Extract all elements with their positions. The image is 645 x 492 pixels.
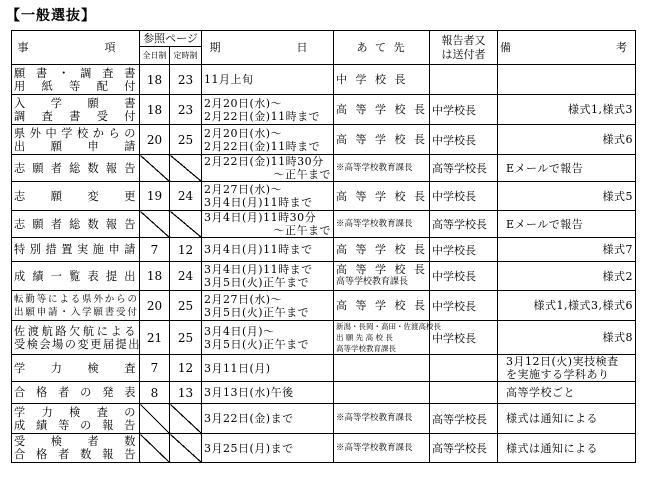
period-text: 2月27日(水)～ (204, 183, 283, 196)
dest-text: ※高等学校教育課長 (336, 442, 413, 453)
dest-cell (334, 321, 441, 355)
item-text: 学力検査 (14, 361, 137, 375)
dest-text: 高 等 学 校 長 (336, 299, 428, 312)
dest-text: 中 学 校 長 (336, 73, 408, 86)
item-text: 成績一覧表提出 (14, 269, 137, 283)
period-text: 3月5日(火)正午まで (204, 337, 310, 351)
item-text: 願書・調査書 (14, 66, 137, 80)
table-row (12, 262, 636, 291)
item-text: 出願申請 (14, 139, 137, 153)
notes-text: 様式1,様式3,様式6 (533, 299, 633, 312)
dest-cell (334, 182, 430, 211)
notes-text: 様式8 (602, 331, 633, 344)
header-reporter-line2: は送付者 (441, 47, 486, 61)
period-text: 3月5日(火)正午まで (204, 276, 310, 289)
ref-part-cell: 23 (170, 65, 202, 95)
reporter-cell: 中学校長 (430, 238, 498, 262)
ref-full-cell (140, 155, 170, 182)
item-cell (12, 182, 140, 211)
item-cell (12, 434, 140, 463)
reporter-cell: 高等学校長 (430, 211, 498, 238)
period-text: 2月22日(金)11時30分 (204, 155, 324, 168)
item-cell (12, 404, 140, 434)
period-text: 3月4日(月)11時まで (204, 243, 313, 256)
period-text: 3月4日(月)～ (204, 324, 275, 338)
ref-part-cell: 12 (170, 238, 202, 262)
period-text: 2月20日(水)～ (204, 126, 283, 140)
item-cell (12, 262, 140, 291)
reporter-cell: 中学校長 (430, 95, 498, 125)
item-text: 佐渡航路欠航による (14, 324, 137, 338)
item-cell (12, 321, 140, 355)
ref-part-cell (170, 434, 202, 463)
period-text: ～正午まで (273, 168, 331, 181)
item-text: 成績等の報告 (14, 418, 137, 432)
table-row (12, 95, 636, 125)
period-cell (202, 65, 334, 95)
period-cell (202, 182, 334, 211)
reporter-cell: 中学校長 (430, 125, 498, 155)
item-text: 志願者総数報告 (14, 161, 137, 175)
item-cell (12, 355, 140, 382)
table-row (12, 434, 636, 463)
schedule-table (11, 30, 645, 463)
item-cell (12, 125, 140, 155)
header-ref-part: 定時制 (170, 47, 202, 65)
ref-part-cell: 25 (170, 321, 202, 355)
period-cell (202, 382, 334, 404)
notes-cell (498, 65, 636, 95)
dest-text: 出 願 先 高 校 長 (336, 333, 393, 342)
ref-full-cell: 19 (140, 182, 170, 211)
period-text: 2月22日(金)11時まで (204, 139, 321, 153)
dest-text: 高 等 学 校 長 (336, 189, 428, 203)
ref-full-cell (140, 404, 170, 434)
ref-full-cell: 21 (140, 321, 170, 355)
schedule-body (12, 65, 636, 463)
ref-full-cell: 7 (140, 238, 170, 262)
reporter-cell: 中学校長 (430, 321, 498, 355)
header-ref-full: 全日制 (140, 47, 170, 65)
ref-full-cell (140, 434, 170, 463)
item-text: 出願申請・入学願書受付 (14, 306, 137, 318)
item-text: 志願者総数報告 (14, 217, 137, 231)
header-notes: 備 考 (498, 31, 636, 65)
period-cell (202, 355, 334, 382)
period-text: 2月22日(金)11時まで (204, 109, 321, 123)
dest-text: ※高等学校教育課長 (336, 413, 413, 423)
dest-cell (334, 238, 430, 262)
reporter-cell (430, 65, 498, 95)
dest-text: 高等学校教育課長 (336, 344, 396, 353)
period-cell (202, 291, 334, 321)
notes-cell (498, 182, 636, 211)
item-text: 合格者の発表 (14, 386, 137, 399)
period-text: 2月27日(水)～ (204, 292, 283, 306)
section-title: 【一般選抜】 (6, 8, 96, 24)
dest-cell (334, 262, 430, 291)
reporter-cell (430, 355, 498, 382)
item-text: 入学願書 (14, 96, 137, 110)
item-text: 合格者数報告 (14, 448, 137, 461)
table-row (12, 125, 636, 155)
notes-text: 様式5 (602, 189, 633, 203)
item-cell (12, 238, 140, 262)
period-cell (202, 211, 334, 238)
ref-full-cell: 7 (140, 355, 170, 382)
dest-text: 新潟・長岡・高田・佐渡高校長 (336, 322, 441, 331)
ref-part-cell: 23 (170, 95, 202, 125)
dest-text: ※高等学校教育課長 (336, 218, 413, 229)
reporter-cell: 中学校長 (430, 262, 498, 291)
notes-cell (498, 262, 636, 291)
period-text: 3月22日(金)まで (204, 412, 294, 425)
notes-cell (498, 321, 636, 355)
period-cell (202, 155, 334, 182)
ref-full-cell: 18 (140, 95, 170, 125)
ref-full-cell: 20 (140, 291, 170, 321)
dest-cell (334, 211, 430, 238)
period-text: 11月上旬 (204, 73, 254, 86)
ref-part-cell (170, 155, 202, 182)
period-cell (202, 404, 334, 434)
table-row (12, 238, 636, 262)
item-text: 受検者数 (14, 435, 137, 448)
dest-cell (334, 155, 430, 182)
ref-full-cell: 18 (140, 65, 170, 95)
reporter-cell: 中学校長 (430, 182, 498, 211)
item-text: 県外中学校からの (14, 126, 137, 140)
notes-text: 様式2 (602, 269, 633, 283)
item-cell (12, 211, 140, 238)
ref-part-cell: 25 (170, 125, 202, 155)
header-item: 事 項 (12, 31, 140, 65)
ref-part-cell: 24 (170, 262, 202, 291)
notes-text: 様式1,様式3 (568, 103, 633, 116)
notes-text: Eメールで報告 (506, 217, 584, 231)
table-row (12, 321, 636, 355)
notes-cell (498, 211, 636, 238)
item-cell (12, 382, 140, 404)
notes-text: 様式7 (602, 243, 633, 256)
period-text: ～正午まで (273, 224, 331, 237)
notes-text: 様式6 (602, 133, 633, 146)
dest-cell (334, 95, 430, 125)
notes-cell (498, 355, 636, 382)
notes-cell (498, 291, 636, 321)
item-cell (12, 155, 140, 182)
period-cell (202, 434, 334, 463)
period-cell (202, 321, 334, 355)
notes-cell (498, 382, 636, 404)
notes-text: Eメールで報告 (506, 161, 584, 175)
reporter-cell: 高等学校長 (430, 155, 498, 182)
notes-cell (498, 434, 636, 463)
item-cell (12, 291, 140, 321)
notes-text: 様式は通知による (506, 441, 598, 455)
dest-text: 高 等 学 校 長 (336, 103, 428, 116)
period-text: 3月11日(月) (204, 361, 271, 375)
item-text: 転勤等による県外からの (14, 293, 137, 305)
reporter-cell (430, 382, 498, 404)
dest-text: 高等学校教育課長 (336, 277, 409, 287)
item-cell (12, 95, 140, 125)
period-text: 3月4日(月)11時まで (204, 196, 313, 209)
notes-cell (498, 125, 636, 155)
item-text: 調査書受付 (14, 109, 137, 123)
period-text: 3月5日(火)正午まで (204, 305, 310, 319)
period-text: 3月4日(月)11時まで (204, 263, 313, 276)
table-row (12, 355, 636, 382)
header-reporter-line1: 報告者又 (441, 33, 486, 47)
period-text: 2月20日(水)～ (204, 96, 283, 110)
item-text: 学力検査の (14, 405, 137, 419)
notes-text: 高等学校ごと (506, 386, 575, 399)
table-row (12, 211, 636, 238)
ref-full-cell (140, 211, 170, 238)
ref-part-cell: 12 (170, 355, 202, 382)
dest-cell (334, 382, 430, 404)
table-row (12, 65, 636, 95)
dest-text: ※高等学校教育課長 (336, 162, 413, 173)
ref-full-cell: 20 (140, 125, 170, 155)
header-reporter (430, 31, 498, 65)
period-cell (202, 125, 334, 155)
dest-cell (334, 125, 430, 155)
period-text: 3月25日(月)まで (204, 441, 294, 455)
ref-full-cell: 18 (140, 262, 170, 291)
reporter-cell: 高等学校長 (430, 434, 498, 463)
notes-cell (498, 155, 636, 182)
dest-cell (334, 65, 430, 95)
notes-cell (498, 238, 636, 262)
dest-cell (334, 434, 430, 463)
dest-text: 高 等 学 校 長 (336, 263, 428, 276)
period-cell (202, 262, 334, 291)
period-text: 3月13日(水)午後 (204, 386, 294, 399)
notes-cell (498, 404, 636, 434)
ref-part-cell (170, 404, 202, 434)
period-cell (202, 95, 334, 125)
reporter-cell: 中学校長 (430, 291, 498, 321)
header-dest: あ て 先 (334, 31, 430, 65)
ref-part-cell: 13 (170, 382, 202, 404)
period-text: 3月4日(月)11時30分 (204, 211, 317, 224)
dest-cell (334, 404, 430, 434)
ref-part-cell: 25 (170, 291, 202, 321)
dest-text: 高 等 学 校 長 (336, 133, 428, 146)
table-row (12, 155, 636, 182)
item-text: 特別措置実施申請 (14, 243, 137, 256)
ref-full-cell: 8 (140, 382, 170, 404)
ref-part-cell: 24 (170, 182, 202, 211)
table-row (12, 291, 636, 321)
table-row (12, 182, 636, 211)
header-ref-pages: 参照ページ (140, 31, 202, 47)
dest-cell (334, 355, 430, 382)
notes-cell (498, 95, 636, 125)
table-row (12, 404, 636, 434)
item-text: 志願変更 (14, 189, 137, 203)
header-period: 期 日 (202, 31, 334, 65)
item-cell (12, 65, 140, 95)
dest-cell (334, 291, 430, 321)
notes-text: 様式は通知による (506, 412, 598, 425)
ref-part-cell (170, 211, 202, 238)
notes-text: 3月12日(火)実技検査 (506, 355, 619, 368)
table-row (12, 382, 636, 404)
item-text: 用紙等配付 (14, 79, 137, 93)
reporter-cell: 高等学校長 (430, 404, 498, 434)
period-cell (202, 238, 334, 262)
item-text: 受検会場の変更届提出 (14, 337, 141, 351)
dest-text: 高 等 学 校 長 (336, 243, 428, 256)
notes-text: を実施する学科あり (506, 368, 610, 381)
